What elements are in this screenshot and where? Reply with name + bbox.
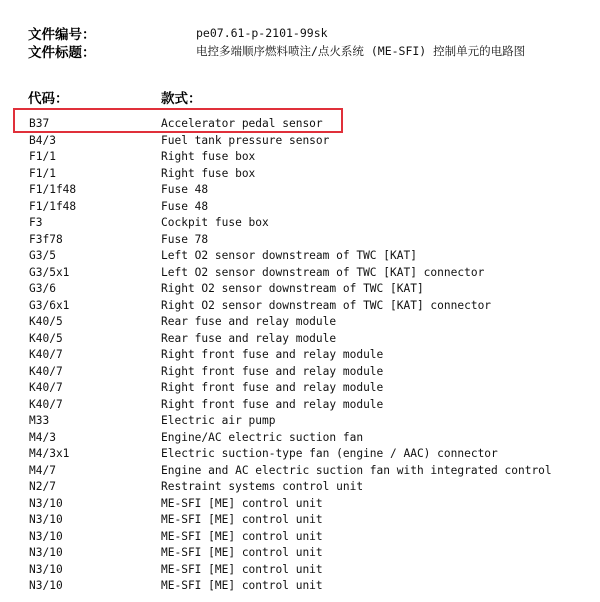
component-code: N3/10 <box>29 513 63 526</box>
table-row <box>0 562 600 579</box>
component-code: F1/1 <box>29 150 56 163</box>
table-row <box>0 380 600 397</box>
component-model: Restraint systems control unit <box>161 480 364 493</box>
component-model: Right fuse box <box>161 150 256 163</box>
component-code: F1/1f48 <box>29 199 77 213</box>
component-model: ME-SFI [ME] control unit <box>161 496 323 510</box>
component-model: Right fuse box <box>161 166 256 180</box>
table-row <box>0 446 600 463</box>
component-code: M4/7 <box>29 463 56 477</box>
component-model: Right front fuse and relay module <box>161 397 384 411</box>
component-code: F1/1 <box>29 166 56 180</box>
component-model: Left O2 sensor downstream of TWC [KAT] connector <box>161 265 485 279</box>
component-code: K40/5 <box>29 331 63 345</box>
component-code: M4/3x1 <box>29 447 70 460</box>
component-code: K40/7 <box>29 381 63 394</box>
component-code: N3/10 <box>29 529 63 543</box>
table-row <box>0 479 600 496</box>
component-model: Left O2 sensor downstream of TWC [KAT] <box>161 249 417 262</box>
table-row <box>0 347 600 364</box>
table-row <box>0 512 600 529</box>
component-model: ME-SFI [ME] control unit <box>161 513 323 526</box>
table-row <box>0 397 600 414</box>
component-code: B37 <box>29 117 50 130</box>
table-row <box>0 314 600 331</box>
table-row <box>0 215 600 232</box>
component-model: Accelerator pedal sensor <box>161 117 323 130</box>
table-row <box>0 265 600 282</box>
component-model: ME-SFI [ME] control unit <box>161 562 323 576</box>
component-model: Fuel tank pressure sensor <box>161 133 330 147</box>
component-code: K40/5 <box>29 315 63 328</box>
table-row <box>0 463 600 480</box>
component-model: Right front fuse and relay module <box>161 364 384 378</box>
component-code: M33 <box>29 414 50 427</box>
component-code: K40/7 <box>29 397 63 411</box>
component-model: Engine and AC electric suction fan with integrated control <box>161 463 552 477</box>
table-row <box>0 298 600 315</box>
component-code: N3/10 <box>29 546 63 559</box>
component-model: Electric air pump <box>161 414 276 427</box>
component-code: F3 <box>29 216 43 229</box>
table-row <box>0 430 600 447</box>
component-model: Right O2 sensor downstream of TWC [KAT] <box>161 282 424 295</box>
component-code: F1/1f48 <box>29 183 77 196</box>
component-model: Cockpit fuse box <box>161 216 269 229</box>
component-table <box>0 116 600 595</box>
doc-number-value: pe07.61-p-2101-99sk <box>196 26 328 40</box>
table-row <box>0 496 600 513</box>
component-model: Electric suction-type fan (engine / AAC) connector <box>161 447 498 460</box>
doc-title-value: 电控多端顺序燃料喷注/点火系统 (ME-SFI) 控制单元的电路图 <box>196 44 526 58</box>
doc-number-label: 文件编号： <box>28 27 96 43</box>
component-code: F3f78 <box>29 232 63 246</box>
component-code: K40/7 <box>29 348 63 361</box>
component-code: G3/6x1 <box>29 298 70 312</box>
component-code: G3/5x1 <box>29 265 70 279</box>
component-code: N3/10 <box>29 579 63 592</box>
component-model: Right front fuse and relay module <box>161 348 384 361</box>
table-row <box>0 149 600 166</box>
table-row <box>0 232 600 249</box>
table-row <box>0 364 600 381</box>
component-model: ME-SFI [ME] control unit <box>161 529 323 543</box>
component-model: Rear fuse and relay module <box>161 331 337 345</box>
table-row <box>0 281 600 298</box>
table-row <box>0 248 600 265</box>
component-model: Right O2 sensor downstream of TWC [KAT] connector <box>161 298 492 312</box>
table-row <box>0 545 600 562</box>
component-model: Engine/AC electric suction fan <box>161 430 364 444</box>
table-row <box>0 578 600 595</box>
component-code: M4/3 <box>29 430 56 444</box>
component-model: Fuse 78 <box>161 232 209 246</box>
code-column-header: 代码： <box>28 91 69 107</box>
table-row <box>0 331 600 348</box>
component-code: G3/6 <box>29 282 56 295</box>
doc-title-row <box>28 41 525 61</box>
table-row <box>0 182 600 199</box>
component-model: Right front fuse and relay module <box>161 381 384 394</box>
highlight-box <box>13 108 343 133</box>
doc-number-row <box>28 23 328 43</box>
component-model: Fuse 48 <box>161 199 209 213</box>
component-model: Rear fuse and relay module <box>161 315 337 328</box>
model-column-header: 款式： <box>161 91 202 107</box>
component-code: B4/3 <box>29 133 56 147</box>
table-row <box>0 199 600 216</box>
table-row <box>0 133 600 150</box>
component-code: K40/7 <box>29 364 63 378</box>
component-code: N2/7 <box>29 480 56 493</box>
component-model: ME-SFI [ME] control unit <box>161 579 323 592</box>
table-row <box>0 166 600 183</box>
table-row <box>0 529 600 546</box>
component-model: ME-SFI [ME] control unit <box>161 546 323 559</box>
table-row <box>0 413 600 430</box>
component-model: Fuse 48 <box>161 183 209 196</box>
component-code: G3/5 <box>29 249 56 262</box>
component-code: N3/10 <box>29 496 63 510</box>
component-code: N3/10 <box>29 562 63 576</box>
doc-title-label: 文件标题： <box>28 45 96 61</box>
